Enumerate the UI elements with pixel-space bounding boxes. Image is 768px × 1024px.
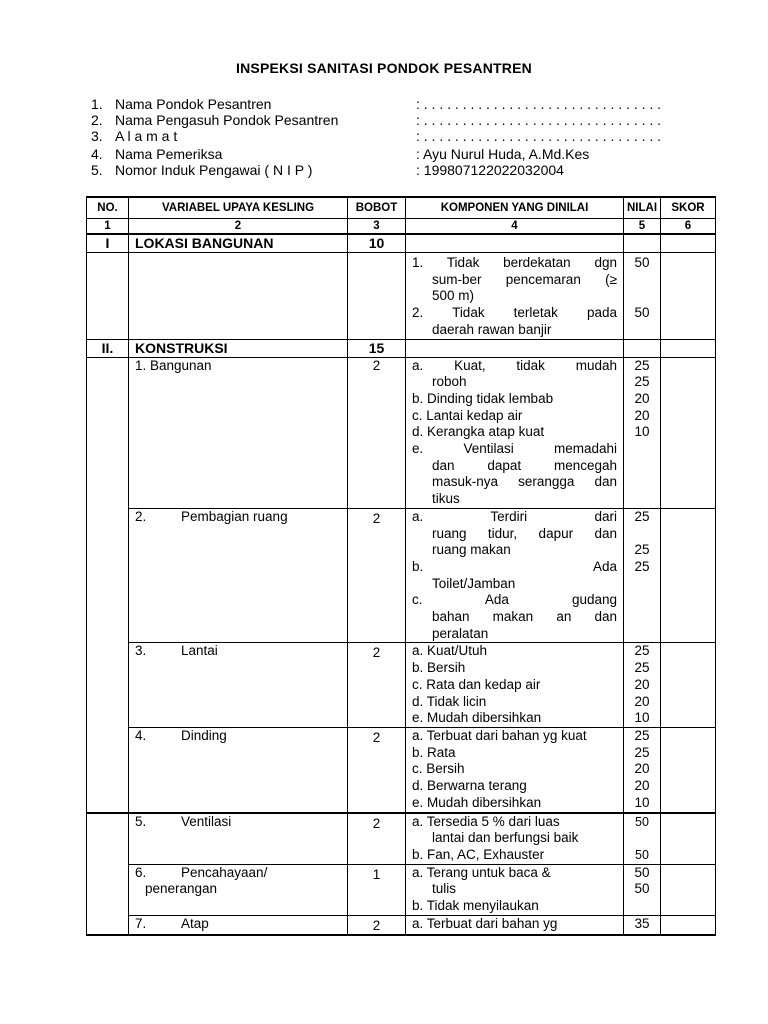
inspection-table bbox=[86, 196, 716, 936]
komponen-line: ruang tidur, dapur dan bbox=[432, 525, 617, 541]
info-label: Nama Pengasuh Pondok Pesantren bbox=[115, 112, 339, 128]
variabel-cell bbox=[129, 508, 348, 643]
komponen-line: e. Mudah dibersihkan bbox=[412, 794, 542, 810]
nilai-cell bbox=[624, 253, 661, 340]
bobot-cell: 2 bbox=[348, 813, 406, 865]
komponen-cell bbox=[406, 357, 624, 508]
empty-cell bbox=[87, 813, 129, 865]
variabel-label: Ventilasi bbox=[181, 813, 232, 829]
komponen-line: bahan makan an dan bbox=[432, 609, 617, 625]
nilai-value: 20 bbox=[634, 761, 650, 777]
variabel-number: 2. bbox=[135, 508, 147, 524]
table-row bbox=[87, 813, 716, 865]
table-row bbox=[87, 864, 716, 915]
nilai-cell bbox=[624, 643, 661, 728]
table-header-row bbox=[87, 197, 716, 219]
skor-cell[interactable] bbox=[661, 357, 716, 508]
komponen-line: a. Terbuat dari bahan yg bbox=[412, 915, 558, 931]
index-cell: 2 bbox=[129, 219, 348, 235]
skor-cell[interactable] bbox=[661, 643, 716, 728]
nilai-value bbox=[624, 526, 660, 543]
table-row bbox=[87, 253, 716, 340]
komponen-line: a. Terang untuk baca & bbox=[412, 864, 551, 880]
variabel-number: 3. bbox=[135, 643, 147, 659]
komponen-line: c. Lantai kedap air bbox=[412, 407, 523, 423]
section-number: I bbox=[87, 234, 129, 253]
komponen-cell bbox=[406, 727, 624, 812]
variabel-cell bbox=[129, 864, 348, 915]
nilai-value: 10 bbox=[634, 794, 650, 810]
nilai-value: 35 bbox=[634, 915, 650, 931]
nilai-cell bbox=[624, 357, 661, 508]
bobot-cell: 2 bbox=[348, 643, 406, 728]
nilai-value: 50 bbox=[635, 847, 649, 862]
komponen-line: masuk-nya serangga dan bbox=[432, 474, 617, 490]
empty-cell bbox=[406, 234, 624, 253]
nilai-value: 20 bbox=[634, 778, 650, 794]
skor-cell[interactable] bbox=[661, 915, 716, 935]
info-label: Nama Pemeriksa bbox=[115, 146, 223, 162]
bobot-cell: 2 bbox=[348, 915, 406, 935]
variabel-label: Dinding bbox=[181, 727, 227, 743]
info-value: : . . . . . . . . . . . . . . . . . . . . . . . . . . . . . . . bbox=[416, 96, 662, 112]
variabel-number: 7. bbox=[135, 915, 147, 931]
header-bobot: BOBOT bbox=[348, 197, 406, 219]
nilai-value: 10 bbox=[634, 424, 650, 440]
komponen-line: a. Terdiri dari bbox=[412, 508, 617, 524]
info-number: 1. bbox=[91, 96, 103, 112]
info-value: : Ayu Nurul Huda, A.Md.Kes bbox=[416, 146, 590, 162]
info-row bbox=[91, 128, 711, 144]
nilai-value: 25 bbox=[634, 643, 650, 659]
variabel-number: 4. bbox=[135, 727, 147, 743]
komponen-line: 1. Tidak berdekatan dgn bbox=[412, 255, 617, 270]
komponen-line: b. Fan, AC, Exhauster bbox=[412, 846, 545, 862]
info-row bbox=[91, 96, 711, 112]
nilai-value: 20 bbox=[634, 407, 650, 423]
info-row bbox=[91, 146, 711, 162]
nilai-value: 20 bbox=[634, 676, 650, 692]
variabel-cell bbox=[129, 357, 348, 508]
komponen-cell bbox=[406, 813, 624, 865]
skor-cell[interactable] bbox=[661, 234, 716, 253]
section-bobot: 15 bbox=[348, 339, 406, 357]
nilai-value: 25 bbox=[634, 660, 650, 676]
header-nilai: NILAI bbox=[624, 197, 661, 219]
komponen-cell bbox=[406, 643, 624, 728]
info-number: 2. bbox=[91, 112, 103, 128]
index-cell: 3 bbox=[348, 219, 406, 235]
nilai-cell bbox=[624, 813, 661, 865]
empty-cell bbox=[87, 727, 129, 812]
section-name: LOKASI BANGUNAN bbox=[129, 234, 348, 253]
komponen-line: c. Rata dan kedap air bbox=[412, 676, 541, 692]
header-no: NO. bbox=[87, 197, 129, 219]
komponen-line: b. Bersih bbox=[412, 660, 466, 676]
variabel-number: 6. bbox=[135, 864, 147, 880]
info-label: Nama Pondok Pesantren bbox=[115, 96, 272, 112]
komponen-line: ruang makan bbox=[432, 542, 511, 558]
skor-cell[interactable] bbox=[661, 727, 716, 812]
empty-cell bbox=[87, 253, 129, 340]
index-cell: 1 bbox=[87, 219, 129, 235]
header-variabel: VARIABEL UPAYA KESLING bbox=[129, 197, 348, 219]
nilai-value: 25 bbox=[634, 542, 650, 558]
index-cell: 5 bbox=[624, 219, 661, 235]
komponen-line: 500 m) bbox=[432, 288, 475, 304]
komponen-line: sum-ber pencemaran (≥ bbox=[432, 271, 617, 287]
komponen-line: peralatan bbox=[432, 625, 489, 641]
komponen-cell bbox=[406, 253, 624, 340]
variabel-cell bbox=[129, 813, 348, 865]
skor-cell[interactable] bbox=[661, 864, 716, 915]
komponen-line: tulis bbox=[432, 881, 457, 897]
variabel-number: 5. bbox=[135, 813, 147, 829]
info-row bbox=[91, 162, 711, 178]
variabel-label: Pencahayaan/ bbox=[181, 864, 268, 880]
nilai-value: 10 bbox=[634, 710, 650, 726]
komponen-line: tikus bbox=[432, 491, 460, 507]
info-value: : . . . . . . . . . . . . . . . . . . . . . . . . . . . . . . . bbox=[416, 128, 662, 144]
nilai-cell bbox=[624, 915, 661, 935]
komponen-line: d. Kerangka atap kuat bbox=[412, 424, 545, 440]
komponen-line: roboh bbox=[432, 374, 467, 390]
komponen-cell bbox=[406, 508, 624, 643]
info-number: 5. bbox=[91, 162, 103, 178]
skor-cell[interactable] bbox=[661, 813, 716, 865]
nilai-value: 25 bbox=[634, 374, 650, 390]
page-title: INSPEKSI SANITASI PONDOK PESANTREN bbox=[236, 60, 532, 76]
komponen-line: d. Tidak licin bbox=[412, 693, 487, 709]
info-label: Nomor Induk Pengawai ( N I P ) bbox=[115, 162, 313, 178]
empty-cell bbox=[87, 915, 129, 935]
komponen-line: c. Ada gudang bbox=[412, 592, 617, 608]
variabel-label: Atap bbox=[181, 915, 209, 931]
variabel-cell bbox=[129, 727, 348, 812]
empty-cell bbox=[87, 508, 129, 643]
table-index-row bbox=[87, 219, 716, 235]
komponen-line: lantai dan berfungsi baik bbox=[432, 830, 579, 846]
info-number: 3. bbox=[91, 128, 103, 144]
nilai-value: 50 bbox=[635, 814, 649, 829]
komponen-line: a. Tersedia 5 % dari luas bbox=[412, 813, 560, 829]
komponen-line: c. Bersih bbox=[412, 761, 465, 777]
komponen-line: a. Terbuat dari bahan yg kuat bbox=[412, 727, 587, 743]
empty-cell bbox=[624, 339, 661, 357]
table-row bbox=[87, 508, 716, 643]
komponen-line: b. Ada bbox=[412, 558, 617, 574]
komponen-line: a. Kuat/Utuh bbox=[412, 643, 488, 659]
bobot-cell: 2 bbox=[348, 508, 406, 643]
komponen-line: daerah rawan banjir bbox=[432, 321, 552, 337]
komponen-line: e. Ventilasi memadahi bbox=[412, 441, 617, 457]
variabel-label: penerangan bbox=[145, 881, 218, 897]
section-number: II. bbox=[87, 339, 129, 357]
info-value: : 199807122022032004 bbox=[416, 162, 564, 178]
nilai-value: 50 bbox=[634, 305, 650, 321]
variabel-label: 1. Bangunan bbox=[135, 357, 212, 373]
info-label: A l a m a t bbox=[115, 128, 178, 144]
skor-cell[interactable] bbox=[661, 508, 716, 643]
bobot-cell: 2 bbox=[348, 727, 406, 812]
nilai-cell bbox=[624, 864, 661, 915]
nilai-value: 25 bbox=[634, 727, 650, 743]
komponen-line: dan dapat mencegah bbox=[432, 457, 617, 473]
empty-cell bbox=[624, 234, 661, 253]
variabel-cell bbox=[129, 915, 348, 935]
variabel-cell bbox=[129, 643, 348, 728]
header-komponen: KOMPONEN YANG DINILAI bbox=[406, 197, 624, 219]
empty-cell bbox=[129, 253, 348, 340]
nilai-value bbox=[624, 830, 660, 847]
variabel-label: Pembagian ruang bbox=[181, 508, 288, 524]
info-row bbox=[91, 112, 711, 128]
nilai-cell bbox=[624, 727, 661, 812]
variabel-label: Lantai bbox=[181, 643, 218, 659]
nilai-value: 25 bbox=[634, 744, 650, 760]
table-row bbox=[87, 357, 716, 508]
komponen-line: d. Berwarna terang bbox=[412, 778, 527, 794]
nilai-value: 50 bbox=[634, 864, 650, 880]
nilai-value: 25 bbox=[634, 357, 650, 373]
empty-cell bbox=[348, 253, 406, 340]
header-skor: SKOR bbox=[661, 197, 716, 219]
nilai-value: 25 bbox=[634, 508, 650, 524]
komponen-line: e. Mudah dibersihkan bbox=[412, 710, 542, 726]
nilai-value: 50 bbox=[634, 881, 650, 897]
komponen-line: b. Tidak menyilaukan bbox=[412, 898, 539, 914]
empty-cell bbox=[87, 357, 129, 508]
section-row bbox=[87, 234, 716, 253]
info-value: : . . . . . . . . . . . . . . . . . . . . . . . . . . . . . . . bbox=[416, 112, 662, 128]
table-row bbox=[87, 643, 716, 728]
skor-cell[interactable] bbox=[661, 253, 716, 340]
komponen-line: b. Rata bbox=[412, 744, 456, 760]
komponen-cell bbox=[406, 864, 624, 915]
nilai-value: 50 bbox=[634, 255, 650, 270]
index-cell: 6 bbox=[661, 219, 716, 235]
bobot-cell: 1 bbox=[348, 864, 406, 915]
section-name: KONSTRUKSI bbox=[129, 339, 348, 357]
empty-cell bbox=[87, 864, 129, 915]
index-cell: 4 bbox=[406, 219, 624, 235]
nilai-value: 25 bbox=[634, 558, 650, 574]
komponen-line: a. Kuat, tidak mudah bbox=[412, 357, 617, 373]
komponen-line: b. Dinding tidak lembab bbox=[412, 390, 554, 406]
table-row bbox=[87, 727, 716, 812]
bobot-cell: 2 bbox=[348, 357, 406, 508]
komponen-line: Toilet/Jamban bbox=[432, 575, 516, 591]
skor-cell[interactable] bbox=[661, 339, 716, 357]
nilai-value: 20 bbox=[634, 693, 650, 709]
komponen-cell bbox=[406, 915, 624, 935]
nilai-cell bbox=[624, 508, 661, 643]
info-number: 4. bbox=[91, 146, 103, 162]
empty-cell bbox=[87, 643, 129, 728]
nilai-value: 20 bbox=[634, 390, 650, 406]
komponen-line: 2. Tidak terletak pada bbox=[412, 305, 617, 321]
empty-cell bbox=[406, 339, 624, 357]
table-row bbox=[87, 915, 716, 935]
section-row bbox=[87, 339, 716, 357]
section-bobot: 10 bbox=[348, 234, 406, 253]
